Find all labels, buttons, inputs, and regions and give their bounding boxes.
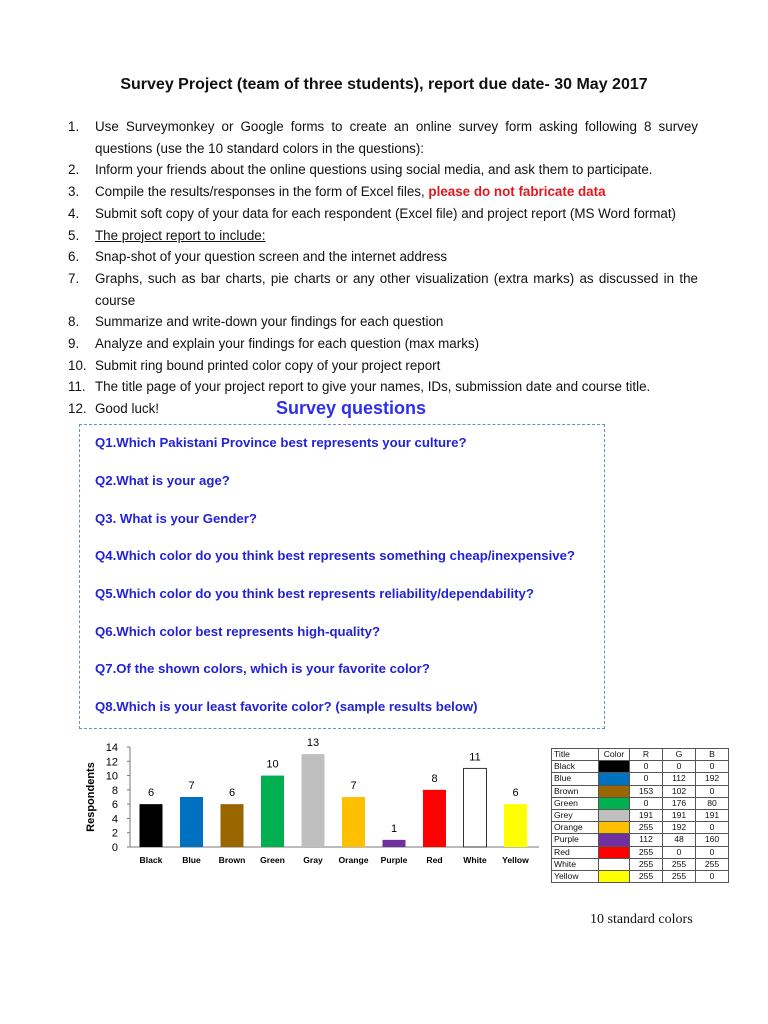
bar-brown: [221, 804, 244, 847]
task-number: 9.: [68, 336, 80, 352]
rgb-g-cell: 176: [663, 797, 696, 809]
category-label: Orange: [338, 855, 369, 865]
data-label: 6: [147, 787, 155, 800]
rgb-r-cell: 153: [630, 785, 663, 797]
task-item: [54, 246, 698, 268]
color-name-cell: Grey: [552, 810, 599, 822]
y-tick-label: 12: [105, 756, 118, 769]
table-row: [552, 871, 729, 883]
task-warning: please do not fabricate data: [428, 184, 606, 200]
y-tick-label: 0: [111, 842, 118, 854]
task-number: 4.: [68, 205, 80, 221]
color-swatch-cell: [599, 834, 630, 846]
task-number: 5.: [68, 227, 80, 243]
rgb-g-cell: 48: [663, 834, 696, 846]
color-name-cell: Yellow: [552, 871, 599, 883]
rgb-g-cell: 192: [663, 822, 696, 834]
task-item: [54, 116, 698, 159]
y-tick-label: 2: [111, 827, 118, 840]
task-text: Good luck!: [95, 401, 160, 417]
y-tick-label: 4: [111, 813, 118, 826]
table-header-cell: B: [696, 749, 729, 761]
category-label: Blue: [182, 855, 201, 865]
survey-question: Q6.Which color best represents high-quality?: [95, 624, 381, 639]
rgb-g-cell: 255: [663, 871, 696, 883]
rgb-r-cell: 191: [630, 810, 663, 822]
table-row: [552, 822, 729, 834]
table-row: [552, 858, 729, 870]
rgb-g-cell: 112: [663, 773, 696, 785]
survey-questions-heading: Survey questions: [276, 398, 427, 418]
data-label: 1: [390, 822, 398, 835]
rgb-r-cell: 112: [630, 834, 663, 846]
task-text: Inform your friends about the online questions using social media, and ask them to participate.: [95, 162, 653, 178]
rgb-b-cell: 192: [696, 773, 729, 785]
survey-question: Q1.Which Pakistani Province best represents your culture?: [95, 435, 467, 450]
task-text: Submit ring bound printed color copy of your project report: [95, 357, 441, 373]
color-swatch-cell: [599, 846, 630, 858]
table-row: [552, 810, 729, 822]
rgb-b-cell: 191: [696, 810, 729, 822]
color-name-cell: Green: [552, 797, 599, 809]
table-header-cell: Title: [552, 749, 599, 761]
task-number: 8.: [68, 314, 80, 330]
task-text: Use Surveymonkey or Google forms to create an online survey form asking following 8 survey questions (use the 10 standard colors in the questions):: [95, 119, 698, 156]
color-swatch-cell: [599, 858, 630, 870]
task-item: [54, 268, 698, 311]
color-swatch-cell: [599, 761, 630, 773]
category-label: Green: [260, 855, 285, 865]
task-item: [54, 225, 698, 247]
bar-yellow: [504, 804, 527, 847]
color-swatch-cell: [599, 797, 630, 809]
color-name-cell: Red: [552, 846, 599, 858]
rgb-b-cell: 0: [696, 761, 729, 773]
color-name-cell: Purple: [552, 834, 599, 846]
task-number: 10.: [68, 357, 87, 373]
data-label: 6: [512, 787, 519, 800]
color-swatch-cell: [599, 871, 630, 883]
y-axis-title: Respondents: [85, 762, 97, 832]
data-label: 11: [469, 751, 481, 764]
bar-purple: [383, 840, 406, 847]
rgb-b-cell: 0: [696, 822, 729, 834]
survey-question: Q3. What is your Gender?: [95, 511, 257, 526]
bar-gray: [302, 754, 325, 847]
bar-orange: [342, 797, 365, 847]
task-item: [54, 355, 698, 377]
task-text: Submit soft copy of your data for each respondent (Excel file) and project report (MS Word format): [95, 205, 677, 221]
y-tick-label: 14: [105, 742, 118, 754]
color-name-cell: Brown: [552, 785, 599, 797]
survey-questions-box: [79, 424, 605, 729]
color-name-cell: Blue: [552, 773, 599, 785]
y-tick-label: 8: [111, 784, 118, 797]
data-label: 7: [350, 780, 357, 792]
color-swatch-cell: [599, 773, 630, 785]
task-item: [54, 333, 698, 355]
y-tick-label: 10: [105, 770, 118, 783]
survey-question: Q5.Which color do you think best represents reliability/dependability?: [95, 586, 534, 601]
task-number: 3.: [68, 184, 80, 200]
category-label: Gray: [303, 855, 323, 865]
standard-colors-table: [551, 748, 729, 883]
category-label: White: [463, 855, 487, 865]
table-row: [552, 834, 729, 846]
rgb-b-cell: 0: [696, 871, 729, 883]
rgb-g-cell: 0: [663, 846, 696, 858]
task-item: [54, 203, 698, 225]
category-label: Red: [426, 855, 443, 865]
table-row: [552, 773, 729, 785]
task-text: Analyze and explain your findings for each question (max marks): [95, 336, 480, 352]
page-title: Survey Project (team of three students), report due date- 30 May 2017: [120, 76, 648, 93]
survey-question: Q4.Which color do you think best represents something cheap/inexpensive?: [95, 548, 575, 563]
category-label: Purple: [380, 855, 408, 865]
category-label: Brown: [218, 855, 246, 865]
bar-white: [464, 768, 487, 847]
category-label: Yellow: [502, 855, 529, 865]
rgb-b-cell: 0: [696, 785, 729, 797]
table-row: [552, 785, 729, 797]
data-label: 8: [431, 772, 438, 785]
task-item: [54, 376, 698, 398]
task-text: The title page of your project report to give your names, IDs, submission date and course title.: [95, 379, 651, 395]
color-name-cell: White: [552, 858, 599, 870]
rgb-g-cell: 0: [663, 761, 696, 773]
rgb-r-cell: 0: [630, 773, 663, 785]
bar-red: [423, 790, 446, 847]
rgb-b-cell: 255: [696, 858, 729, 870]
color-name-cell: Orange: [552, 822, 599, 834]
rgb-r-cell: 255: [630, 858, 663, 870]
color-swatch-cell: [599, 785, 630, 797]
color-swatch-cell: [599, 822, 630, 834]
rgb-r-cell: 255: [630, 846, 663, 858]
task-number: 7.: [68, 270, 80, 286]
task-number: 12.: [68, 401, 87, 417]
data-label: 10: [266, 758, 279, 771]
rgb-b-cell: 0: [696, 846, 729, 858]
rgb-b-cell: 160: [696, 834, 729, 846]
task-number: 11.: [68, 379, 86, 395]
data-label: 13: [306, 738, 320, 750]
task-text: The project report to include:: [95, 227, 266, 243]
table-header-cell: R: [630, 749, 663, 761]
rgb-g-cell: 191: [663, 810, 696, 822]
task-text: Summarize and write-down your findings for each question: [95, 314, 444, 330]
table-caption: 10 standard colors: [590, 912, 693, 927]
table-header-cell: Color: [599, 749, 630, 761]
color-name-cell: Black: [552, 761, 599, 773]
rgb-r-cell: 255: [630, 822, 663, 834]
rgb-r-cell: 0: [630, 761, 663, 773]
data-label: 6: [228, 787, 236, 800]
data-label: 7: [188, 780, 195, 792]
task-list: [54, 116, 698, 420]
table-header-cell: G: [663, 749, 696, 761]
bar-green: [261, 776, 284, 847]
rgb-g-cell: 102: [663, 785, 696, 797]
respondents-bar-chart: [80, 738, 540, 873]
task-text: Snap-shot of your question screen and the internet address: [95, 249, 448, 265]
task-item: [54, 181, 698, 203]
task-item: [54, 311, 698, 333]
task-number: 2.: [68, 162, 80, 178]
table-row: [552, 846, 729, 858]
task-text: Graphs, such as bar charts, pie charts or any other visualization (extra marks) as discussed in the course: [95, 270, 698, 308]
color-swatch-cell: [599, 810, 630, 822]
rgb-b-cell: 80: [696, 797, 729, 809]
task-number: 1.: [68, 119, 80, 134]
task-item: [54, 159, 698, 181]
survey-question: Q2.What is your age?: [95, 473, 230, 488]
task-text: Compile the results/responses in the form of Excel files,: [95, 184, 429, 200]
rgb-g-cell: 255: [663, 858, 696, 870]
rgb-r-cell: 0: [630, 797, 663, 809]
rgb-r-cell: 255: [630, 871, 663, 883]
table-row: [552, 761, 729, 773]
survey-question: Q7.Of the shown colors, which is your favorite color?: [95, 661, 430, 676]
y-tick-label: 6: [111, 799, 118, 812]
survey-question: Q8.Which is your least favorite color? (sample results below): [95, 699, 478, 714]
table-row: [552, 797, 729, 809]
category-label: Black: [139, 855, 163, 865]
bar-black: [140, 804, 163, 847]
bar-blue: [180, 797, 203, 847]
table-header-row: [552, 749, 729, 761]
task-number: 6.: [68, 249, 80, 265]
